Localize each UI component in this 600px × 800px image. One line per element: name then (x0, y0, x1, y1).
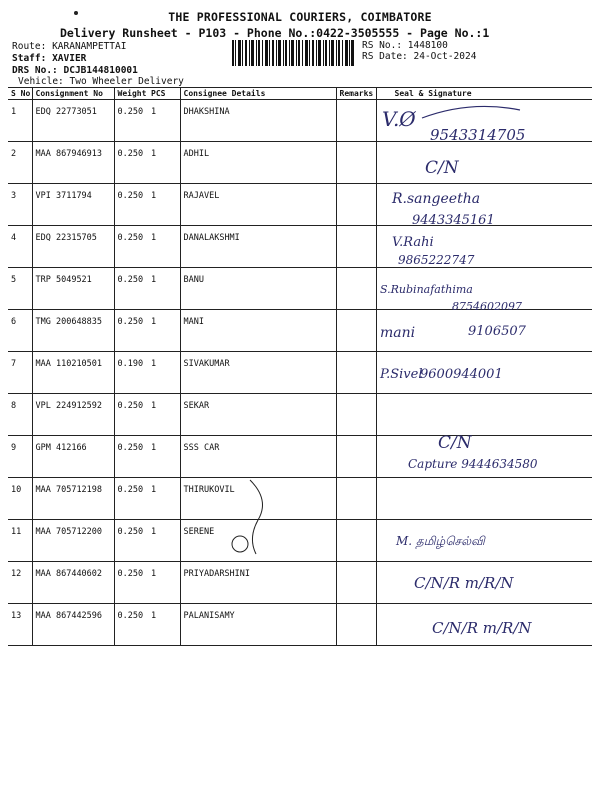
cell-sno: 12 (8, 562, 32, 604)
cell-consignee: PALANISAMY (180, 604, 336, 646)
table-row (8, 436, 592, 478)
cell-weight: 0.250 (114, 310, 148, 352)
rs-no-value: 1448100 (407, 40, 448, 51)
drs-label: DRS No.: (12, 65, 58, 76)
cell-consignee: ADHIL (180, 142, 336, 184)
cell-signature (376, 310, 592, 352)
table-header-row (8, 88, 592, 100)
cell-sno: 1 (8, 100, 32, 142)
cell-consignment: TRP 5049521 (32, 268, 114, 310)
cell-signature (376, 394, 592, 436)
signature-r13: C/N/R m/R/N (432, 619, 532, 637)
table-row (8, 142, 592, 184)
cell-pcs: 1 (148, 184, 180, 226)
cell-pcs: 1 (148, 268, 180, 310)
signature-r3b: 9443345161 (412, 213, 495, 228)
rs-date-label: RS Date: (362, 51, 408, 62)
col-pcs-header: PCS (148, 88, 180, 100)
cell-consignment: MAA 110210501 (32, 352, 114, 394)
rs-no-label: RS No.: (362, 40, 403, 51)
vehicle-value: Two Wheeler Delivery (69, 76, 184, 87)
col-weight-header: Weight (114, 88, 148, 100)
signature-r9: Capture 9444634580 (408, 457, 538, 471)
cell-sno: 8 (8, 394, 32, 436)
cell-signature (376, 520, 592, 562)
cell-consignee: BANU (180, 268, 336, 310)
cell-consignee: MANI (180, 310, 336, 352)
cell-signature (376, 100, 592, 142)
cell-sno: 6 (8, 310, 32, 352)
cell-pcs: 1 (148, 352, 180, 394)
col-consignee-header: Consignee Details (180, 88, 336, 100)
table-row (8, 184, 592, 226)
cell-remarks (336, 184, 376, 226)
cell-pcs: 1 (148, 226, 180, 268)
signature-r3a: R.sangeetha (392, 191, 481, 207)
col-signature-header: Seal & Signature (376, 88, 592, 100)
staff-line (12, 53, 86, 64)
cell-pcs: 1 (148, 436, 180, 478)
signature-r4a: V.Rahi (392, 235, 434, 250)
table-row (8, 604, 592, 646)
cell-remarks (336, 142, 376, 184)
signature-r5a: S.Rubinafathima (380, 283, 473, 296)
staff-label: Staff: (12, 53, 47, 64)
company-title: THE PROFESSIONAL COURIERS, COIMBATORE (168, 10, 432, 24)
cell-weight: 0.190 (114, 352, 148, 394)
table-row (8, 310, 592, 352)
cell-consignment: MAA 705712200 (32, 520, 114, 562)
cell-weight: 0.250 (114, 184, 148, 226)
drs-value: DCJB144810001 (63, 65, 138, 76)
cell-consignee: SIVAKUMAR (180, 352, 336, 394)
cell-sno: 4 (8, 226, 32, 268)
cell-weight: 0.250 (114, 100, 148, 142)
cell-weight: 0.250 (114, 562, 148, 604)
rs-date-value: 24-Oct-2024 (413, 51, 477, 62)
cell-consignee: DANALAKSHMI (180, 226, 336, 268)
cell-pcs: 1 (148, 394, 180, 436)
cell-pcs: 1 (148, 604, 180, 646)
cell-weight: 0.250 (114, 604, 148, 646)
cell-signature (376, 436, 592, 478)
cell-consignment: MAA 867440602 (32, 562, 114, 604)
cell-sno: 7 (8, 352, 32, 394)
table-body (8, 100, 592, 646)
cell-pcs: 1 (148, 310, 180, 352)
signature-r2: C/N (425, 158, 459, 178)
rs-date-line (362, 51, 476, 62)
cell-consignee: SSS CAR (180, 436, 336, 478)
signature-r11: M. தமிழ்செல்வி (396, 534, 485, 548)
cell-consignee: SEKAR (180, 394, 336, 436)
table-row (8, 562, 592, 604)
cell-sno: 11 (8, 520, 32, 562)
cell-signature (376, 352, 592, 394)
cell-consignee: RAJAVEL (180, 184, 336, 226)
cell-remarks (336, 436, 376, 478)
cell-weight: 0.250 (114, 394, 148, 436)
cell-weight: 0.250 (114, 478, 148, 520)
cell-pcs: 1 (148, 142, 180, 184)
cell-signature (376, 478, 592, 520)
table-row (8, 100, 592, 142)
signature-r8: C/N (438, 433, 472, 453)
table-row (8, 520, 592, 562)
col-sno-header: S No (8, 88, 32, 100)
cell-remarks (336, 478, 376, 520)
cell-remarks (336, 100, 376, 142)
cell-remarks (336, 352, 376, 394)
cell-consignment: TMG 200648835 (32, 310, 114, 352)
cell-signature (376, 562, 592, 604)
signature-r1a: V.Ø (382, 107, 416, 131)
cell-weight: 0.250 (114, 226, 148, 268)
cell-remarks (336, 226, 376, 268)
cell-consignee: SERENE (180, 520, 336, 562)
signature-r6b: 9106507 (468, 324, 526, 339)
signature-r6a: mani (380, 325, 416, 341)
cell-sno: 10 (8, 478, 32, 520)
rs-no-line (362, 40, 448, 51)
signature-r7a: P.Sivel (380, 367, 423, 382)
vehicle-label: Vehicle: (18, 76, 64, 87)
cell-pcs: 1 (148, 520, 180, 562)
col-remarks-header: Remarks (336, 88, 376, 100)
table-row (8, 352, 592, 394)
cell-consignee: DHAKSHINA (180, 100, 336, 142)
cell-consignment: MAA 867946913 (32, 142, 114, 184)
runsheet-title: Delivery Runsheet - P103 - Phone No.:0422-3505555 - Page No.:1 (60, 26, 490, 40)
cell-pcs: 1 (148, 100, 180, 142)
cell-signature (376, 226, 592, 268)
cell-signature (376, 142, 592, 184)
vehicle-line (18, 76, 184, 87)
route-line (12, 41, 126, 52)
cell-consignment: EDQ 22773051 (32, 100, 114, 142)
cell-signature (376, 604, 592, 646)
cell-consignment: VPI 3711794 (32, 184, 114, 226)
runsheet-table (8, 87, 592, 646)
table-row (8, 478, 592, 520)
cell-consignee: THIRUKOVIL (180, 478, 336, 520)
cell-pcs: 1 (148, 478, 180, 520)
staff-value: XAVIER (52, 53, 87, 64)
drs-line (12, 65, 138, 76)
cell-weight: 0.250 (114, 268, 148, 310)
cell-sno: 13 (8, 604, 32, 646)
cell-sno: 2 (8, 142, 32, 184)
cell-weight: 0.250 (114, 520, 148, 562)
cell-remarks (336, 310, 376, 352)
col-consignment-header: Consignment No (32, 88, 114, 100)
cell-remarks (336, 520, 376, 562)
cell-remarks (336, 394, 376, 436)
cell-weight: 0.250 (114, 142, 148, 184)
cell-sno: 5 (8, 268, 32, 310)
cell-consignee: PRIYADARSHINI (180, 562, 336, 604)
cell-signature (376, 268, 592, 310)
signature-r4b: 9865222747 (398, 253, 475, 267)
cell-signature (376, 184, 592, 226)
table-row (8, 394, 592, 436)
barcode (232, 40, 354, 66)
route-value: KARANAMPETTAI (52, 41, 127, 52)
cell-consignment: MAA 705712198 (32, 478, 114, 520)
route-label: Route: (12, 41, 47, 52)
cell-remarks (336, 604, 376, 646)
cell-consignment: GPM 412166 (32, 436, 114, 478)
cell-pcs: 1 (148, 562, 180, 604)
table-row (8, 268, 592, 310)
table-row (8, 226, 592, 268)
cell-weight: 0.250 (114, 436, 148, 478)
cell-remarks (336, 562, 376, 604)
signature-r5b: 8754602097 (452, 300, 522, 313)
signature-r1b: 9543314705 (430, 126, 526, 144)
cell-consignment: MAA 867442596 (32, 604, 114, 646)
cell-consignment: EDQ 22315705 (32, 226, 114, 268)
cell-remarks (336, 268, 376, 310)
signature-r7b: 9600944001 (420, 367, 503, 382)
cell-consignment: VPL 224912592 (32, 394, 114, 436)
cell-sno: 3 (8, 184, 32, 226)
cell-sno: 9 (8, 436, 32, 478)
signature-r12: C/N/R m/R/N (414, 574, 514, 592)
